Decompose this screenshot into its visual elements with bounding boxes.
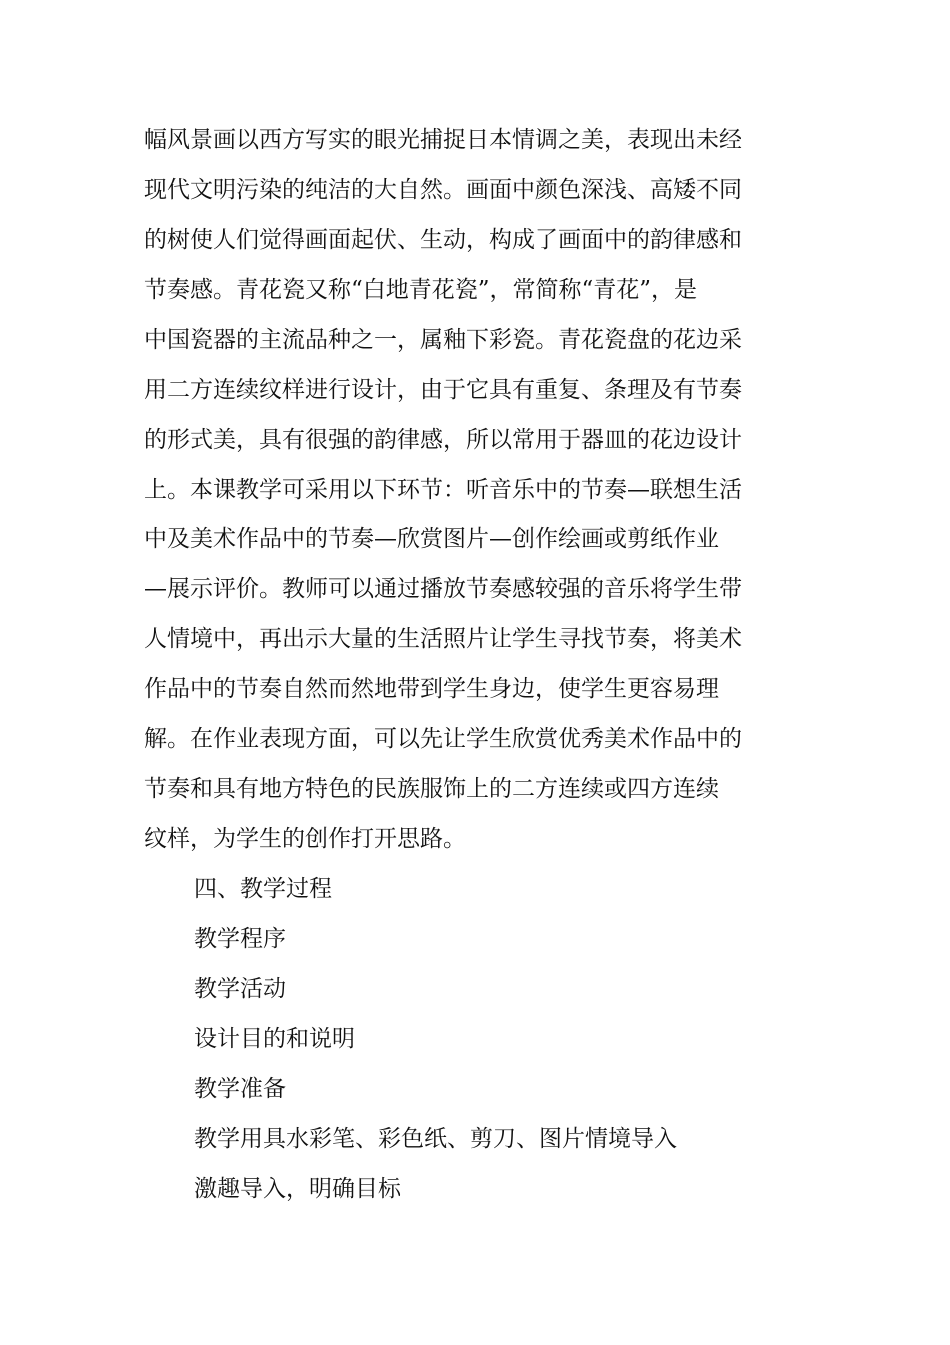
list-item: 教学活动 — [194, 976, 286, 1002]
list-item: 教学用具水彩笔、彩色纸、剪刀、图片情境导入 — [194, 1126, 677, 1152]
list-item: 教学准备 — [194, 1076, 286, 1102]
paragraph-line: 上。本课教学可采用以下环节：听音乐中的节奏—联想生活 — [144, 477, 742, 503]
list-item: 激趣导入，明确目标 — [194, 1176, 401, 1202]
list-item: 设计目的和说明 — [194, 1026, 355, 1052]
section-heading: 四、教学过程 — [194, 876, 332, 902]
paragraph-line: 作品中的节奏自然而然地带到学生身边，使学生更容易理 — [144, 676, 719, 702]
paragraph-line: 的树使人们觉得画面起伏、生动，构成了画面中的韵律感和 — [144, 227, 742, 253]
paragraph-line: 现代文明污染的纯洁的大自然。画面中颜色深浅、高矮不同 — [144, 177, 742, 203]
paragraph-line: 人情境中，再出示大量的生活照片让学生寻找节奏，将美术 — [144, 626, 742, 652]
paragraph-line: —展示评价。教师可以通过播放节奏感较强的音乐将学生带 — [144, 576, 742, 602]
paragraph-line: 节奏感。青花瓷又称“白地青花瓷”，常简称“青花”，是 — [144, 277, 698, 303]
list-item: 教学程序 — [194, 926, 286, 952]
paragraph-line: 解。在作业表现方面，可以先让学生欣赏优秀美术作品中的 — [144, 726, 742, 752]
paragraph-line: 节奏和具有地方特色的民族服饰上的二方连续或四方连续 — [144, 776, 719, 802]
paragraph-line: 用二方连续纹样进行设计，由于它具有重复、条理及有节奏 — [144, 377, 742, 403]
paragraph-line: 的形式美，具有很强的韵律感，所以常用于器皿的花边设计 — [144, 427, 742, 453]
paragraph-line: 中国瓷器的主流品种之一，属釉下彩瓷。青花瓷盘的花边采 — [144, 327, 742, 353]
paragraph-line: 幅风景画以西方写实的眼光捕捉日本情调之美，表现出未经 — [144, 127, 742, 153]
paragraph-line: 中及美术作品中的节奏—欣赏图片—创作绘画或剪纸作业 — [144, 526, 719, 552]
paragraph-line: 纹样，为学生的创作打开思路。 — [144, 826, 466, 852]
